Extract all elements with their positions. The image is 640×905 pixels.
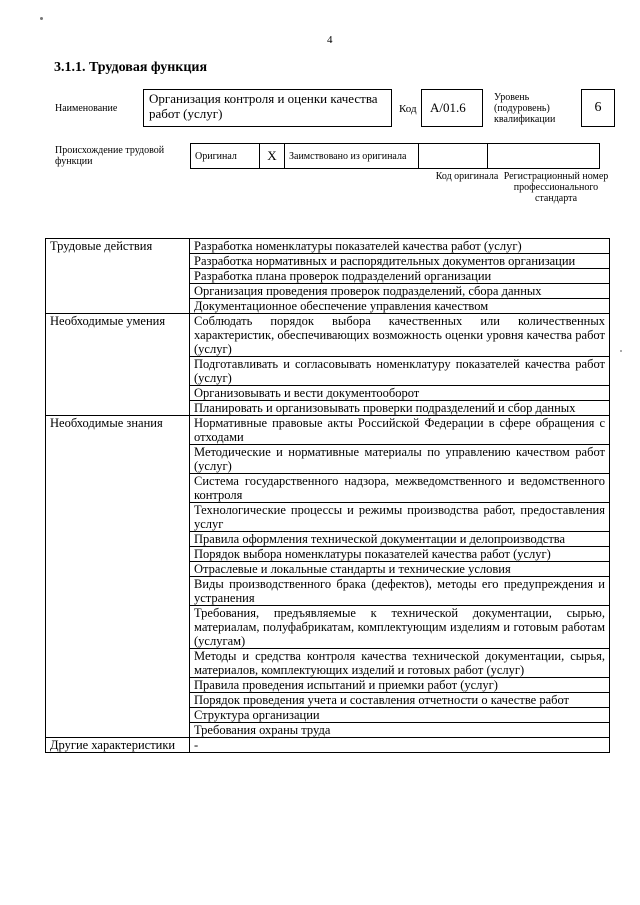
- code-label: Код: [399, 103, 417, 115]
- item-cell: Подготавливать и согласовывать номенклатуру показателей качества работ (услуг): [190, 357, 610, 386]
- item-cell: Отраслевые и локальные стандарты и технические условия: [190, 562, 610, 577]
- scan-mark: [40, 17, 43, 20]
- table-row: [46, 738, 610, 753]
- item-cell: Документационное обеспечение управления качеством: [190, 299, 610, 314]
- category-cell: Необходимые умения: [46, 314, 190, 416]
- item-cell: Правила проведения испытаний и приемки работ (услуг): [190, 678, 610, 693]
- level-label: Уровень (подуровень) квалификации: [494, 92, 556, 125]
- item-cell: Требования, предъявляемые к технической документации, сырью, материалам, полуфабрикатам, комплектующим изделиям и готовым работам (услугам): [190, 606, 610, 649]
- item-cell: Нормативные правовые акты Российской Федерации в сфере обращения с отходами: [190, 416, 610, 445]
- table-row: [46, 314, 610, 357]
- item-cell: Разработка номенклатуры показателей качества работ (услуг): [190, 239, 610, 254]
- item-cell: Организовывать и вести документооборот: [190, 386, 610, 401]
- item-cell: Виды производственного брака (дефектов), методы его предупреждения и устранения: [190, 577, 610, 606]
- item-cell: Правила оформления технической документации и делопроизводства: [190, 532, 610, 547]
- item-cell: Порядок выбора номенклатуры показателей качества работ (услуг): [190, 547, 610, 562]
- item-cell: Соблюдать порядок выбора качественных или количественных характеристик, обеспечивающих возможность оценки уровня качества работ (услуг): [190, 314, 610, 357]
- origin-label: Происхождение трудовой функции: [55, 145, 165, 167]
- original-label: Оригинал: [191, 144, 260, 169]
- origin-table: [190, 143, 600, 169]
- item-cell: Порядок проведения учета и составления отчетности о качестве работ: [190, 693, 610, 708]
- name-label: Наименование: [55, 103, 118, 114]
- section-title: 3.1.1. Трудовая функция: [54, 60, 208, 75]
- table-row: [46, 416, 610, 445]
- item-cell: Структура организации: [190, 708, 610, 723]
- function-code-box: A/01.6: [421, 89, 483, 127]
- competency-table: [45, 238, 610, 753]
- item-cell: Разработка нормативных и распорядительных документов организации: [190, 254, 610, 269]
- category-cell: Другие характеристики: [46, 738, 190, 753]
- item-cell: Технологические процессы и режимы производства работ, предоставления услуг: [190, 503, 610, 532]
- item-cell: -: [190, 738, 610, 753]
- origin-code-caption: Код оригинала: [435, 171, 499, 182]
- item-cell: Организация проведения проверок подразделений, сбора данных: [190, 284, 610, 299]
- reg-number-cell: [488, 144, 600, 169]
- item-cell: Планировать и организовывать проверки подразделений и сбор данных: [190, 401, 610, 416]
- item-cell: Методические и нормативные материалы по управлению качеством работ (услуг): [190, 445, 610, 474]
- reg-number-caption: Регистрационный номер профессионального стандарта: [503, 171, 609, 204]
- item-cell: Методы и средства контроля качества технической документации, сырья, материалов, комплектующих изделий и готовых работ (услуг): [190, 649, 610, 678]
- function-name-box: Организация контроля и оценки качества работ (услуг): [143, 89, 392, 127]
- origin-code-cell: [419, 144, 488, 169]
- page-number: 4: [327, 34, 333, 46]
- borrowed-label: Заимствовано из оригинала: [285, 144, 419, 169]
- table-row: [46, 239, 610, 254]
- scan-mark: [620, 350, 622, 352]
- item-cell: Система государственного надзора, межведомственного и ведомственного контроля: [190, 474, 610, 503]
- level-box: 6: [581, 89, 615, 127]
- item-cell: Разработка плана проверок подразделений организации: [190, 269, 610, 284]
- category-cell: Необходимые знания: [46, 416, 190, 738]
- item-cell: Требования охраны труда: [190, 723, 610, 738]
- original-mark: X: [260, 144, 285, 169]
- category-cell: Трудовые действия: [46, 239, 190, 314]
